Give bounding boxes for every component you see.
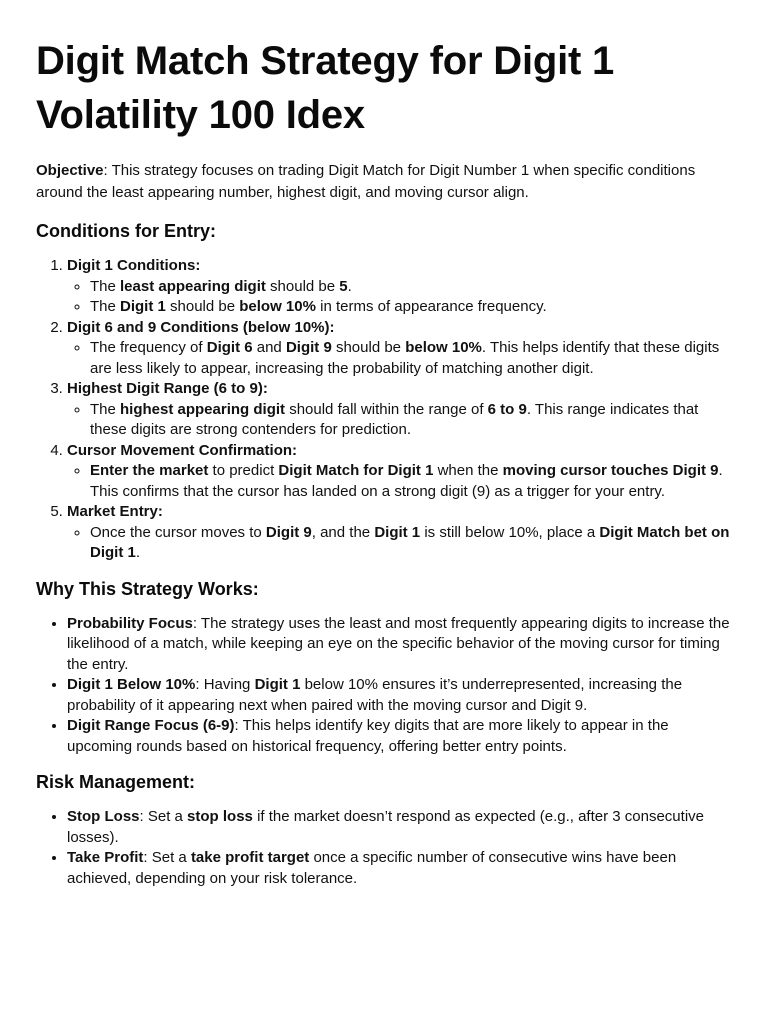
bold-text: Digit 1 Below 10% xyxy=(67,676,196,693)
risk-heading: Risk Management: xyxy=(36,772,196,792)
entry-step xyxy=(67,256,732,318)
bold-text: Digit 6 xyxy=(206,339,253,356)
entry-substep xyxy=(90,338,732,379)
entry-substep xyxy=(90,461,732,502)
entry-step-title: Cursor Movement Confirmation: xyxy=(67,441,298,459)
bold-text: Digit 9 xyxy=(265,523,312,541)
entry-step-sublist xyxy=(67,523,732,564)
bold-text: 5 xyxy=(339,277,348,295)
why-heading: Why This Strategy Works: xyxy=(36,578,259,599)
text-run: : Set a xyxy=(143,849,191,866)
objective-label: Objective xyxy=(36,162,104,179)
bold-text: below 10% xyxy=(405,339,482,356)
bold-text: 6 to 9 xyxy=(487,400,527,418)
text-run: The xyxy=(90,298,121,315)
bold-text: Digit Match for Digit 1 xyxy=(278,462,434,479)
text-run: once a specific number of consecutive wins have been achieved, depending on your risk tolerance. xyxy=(67,849,677,887)
text-run: The xyxy=(90,400,121,418)
entry-step-sublist xyxy=(67,277,732,318)
entry-step-sublist xyxy=(67,400,732,441)
entry-step xyxy=(67,379,732,441)
text-run: : This helps identify key digits that are more likely to appear in the upcoming rounds based on historical frequency, offering better entry points. xyxy=(67,717,669,755)
bold-text: take profit target xyxy=(190,849,310,866)
text-run: is still below 10%, place a xyxy=(420,523,600,541)
bold-text: stop loss xyxy=(187,808,253,825)
entry-substep xyxy=(90,277,732,298)
text-run: when the xyxy=(433,462,503,479)
entry-step xyxy=(67,441,732,503)
entry-heading: Conditions for Entry: xyxy=(36,221,216,241)
bold-text: Digit 9 xyxy=(285,339,332,356)
text-run: . This range indicates that these digits are strong contenders for prediction. xyxy=(90,400,699,438)
text-run: should be xyxy=(331,339,406,356)
entry-step-title: Market Entry: xyxy=(67,503,163,520)
text-run: The xyxy=(90,277,121,295)
text-run: should fall within the range of xyxy=(285,400,488,418)
text-run: . This helps identify that these digits are less likely to appear, increasing the probability of matching another digit. xyxy=(90,339,720,377)
entry-step-title: Highest Digit Range (6 to 9): xyxy=(67,380,268,397)
text-run: . xyxy=(347,277,352,295)
text-run: : The strategy uses the least and most frequently appearing digits to increase the likelihood of a match, while keeping an eye on the specific behavior of the moving cursor for timing the entry. xyxy=(67,614,730,673)
why-item xyxy=(67,614,732,676)
text-run: below 10% ensures it’s underrepresented, increasing the probability of it appearing next when paired with the moving cursor and Digit 9. xyxy=(67,676,683,714)
risk-item xyxy=(67,848,732,889)
entry-step xyxy=(67,502,732,564)
text-run: if the market doesn’t respond as expected (e.g., after 3 consecutive losses). xyxy=(67,808,704,846)
bold-text: highest appearing digit xyxy=(120,400,286,418)
bold-text: Digit Range Focus (6-9) xyxy=(67,717,235,734)
objective-text: : This strategy focuses on trading Digit Match for Digit Number 1 when specific conditions around the least appearing number, highest digit, and moving cursor align. xyxy=(36,162,696,201)
bold-text: least appearing digit xyxy=(120,277,266,295)
entry-steps-list xyxy=(36,256,732,564)
text-run: . This confirms that the cursor has landed on a strong digit (9) as a trigger for your entry. xyxy=(90,462,723,500)
risk-list xyxy=(36,807,732,889)
text-run: and xyxy=(252,339,286,356)
entry-step xyxy=(67,318,732,380)
why-item xyxy=(67,716,732,757)
bold-text: Digit Match bet on Digit 1 xyxy=(90,523,730,561)
entry-step-sublist xyxy=(67,338,732,379)
text-run: . xyxy=(135,544,141,561)
text-run: in terms of appearance frequency. xyxy=(315,298,547,315)
text-run: should be xyxy=(265,277,340,295)
bold-text: below 10% xyxy=(239,298,316,315)
page-title: Digit Match Strategy for Digit 1 Volatility 100 Idex xyxy=(36,39,615,137)
text-run: to predict xyxy=(208,462,279,479)
why-list xyxy=(36,614,732,758)
bold-text: Digit 1 xyxy=(374,523,421,541)
bold-text: Stop Loss xyxy=(67,808,140,825)
bold-text: Digit 1 xyxy=(254,676,301,693)
text-run: The frequency of xyxy=(90,339,207,356)
text-run: should be xyxy=(165,298,240,315)
entry-step-title: Digit 1 Conditions: xyxy=(67,257,201,274)
entry-step-sublist xyxy=(67,461,732,502)
entry-substep xyxy=(90,523,732,564)
bold-text: Digit 1 xyxy=(120,298,166,315)
bold-text: moving cursor touches Digit 9 xyxy=(502,462,719,479)
text-run: , and the xyxy=(311,523,375,541)
bold-text: Probability Focus xyxy=(67,614,193,632)
text-run: Once the cursor moves to xyxy=(90,523,266,541)
entry-substep xyxy=(90,400,732,441)
objective-paragraph xyxy=(36,160,732,204)
bold-text: Take Profit xyxy=(67,849,144,866)
bold-text: Enter the market xyxy=(90,462,209,479)
why-item xyxy=(67,675,732,716)
text-run: : Set a xyxy=(139,808,188,825)
entry-step-title: Digit 6 and 9 Conditions (below 10%): xyxy=(67,318,335,336)
text-run: : Having xyxy=(195,676,255,693)
entry-substep xyxy=(90,297,732,318)
risk-item xyxy=(67,807,732,848)
